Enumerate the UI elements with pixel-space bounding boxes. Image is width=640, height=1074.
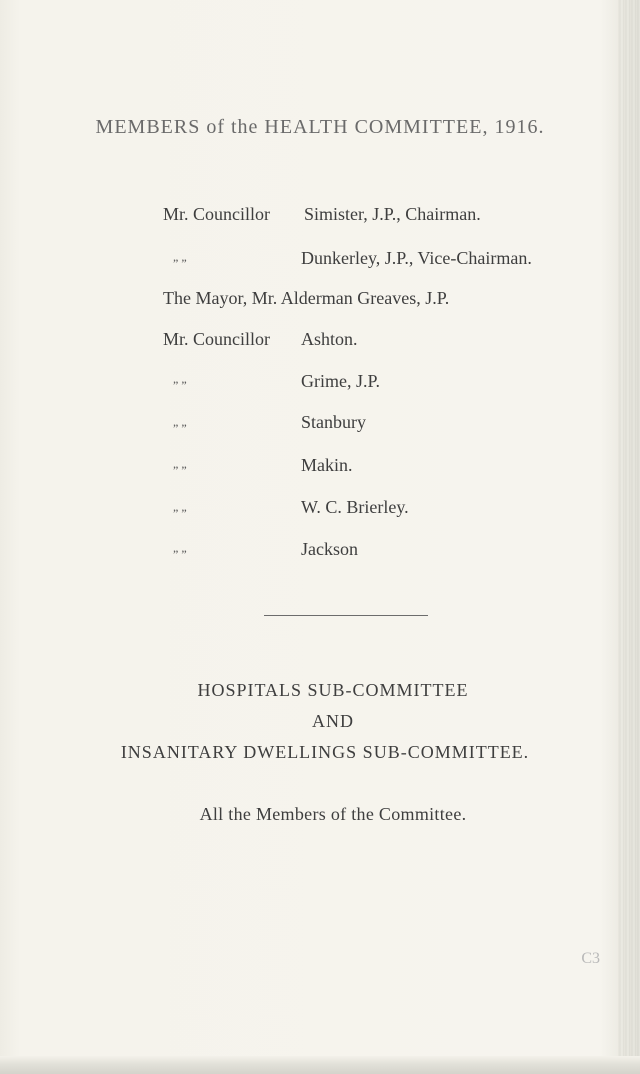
member-prefix-2: ” ” xyxy=(173,256,187,270)
member-prefix-6: ” ” xyxy=(173,421,187,435)
subcommittee-heading-1: HOSPITALS SUB-COMMITTEE xyxy=(197,680,469,700)
subcommittee-heading-and: AND xyxy=(312,711,354,731)
page-edge-right xyxy=(618,0,640,1074)
member-name-9: Jackson xyxy=(301,539,358,559)
member-name-2: Dunkerley, J.P., Vice-Chairman. xyxy=(301,248,532,268)
member-prefix-4: Mr. Councillor xyxy=(163,329,270,349)
section-divider xyxy=(264,615,428,616)
member-name-8: W. C. Brierley. xyxy=(301,497,409,517)
member-prefix-5: ” ” xyxy=(173,378,187,392)
member-name-1: Simister, J.P., Chairman. xyxy=(304,204,481,224)
corner-mark: C3 xyxy=(581,950,600,967)
member-name-7: Makin. xyxy=(301,455,353,475)
subcommittee-note: All the Members of the Committee. xyxy=(199,804,467,824)
page-title: MEMBERS of the HEALTH COMMITTEE, 1916. xyxy=(95,116,545,138)
subcommittee-heading-2: INSANITARY DWELLINGS SUB-COMMITTEE. xyxy=(120,742,530,762)
member-prefix-8: ” ” xyxy=(173,506,187,520)
member-prefix-1: Mr. Councillor xyxy=(163,204,270,224)
member-name-6: Stanbury xyxy=(301,412,366,432)
member-name-3: The Mayor, Mr. Alderman Greaves, J.P. xyxy=(163,288,450,308)
member-prefix-7: ” ” xyxy=(173,463,187,477)
page-edge-bottom xyxy=(0,1056,640,1074)
member-name-5: Grime, J.P. xyxy=(301,371,381,391)
member-prefix-9: ” ” xyxy=(173,547,187,561)
member-name-4: Ashton. xyxy=(301,329,358,349)
